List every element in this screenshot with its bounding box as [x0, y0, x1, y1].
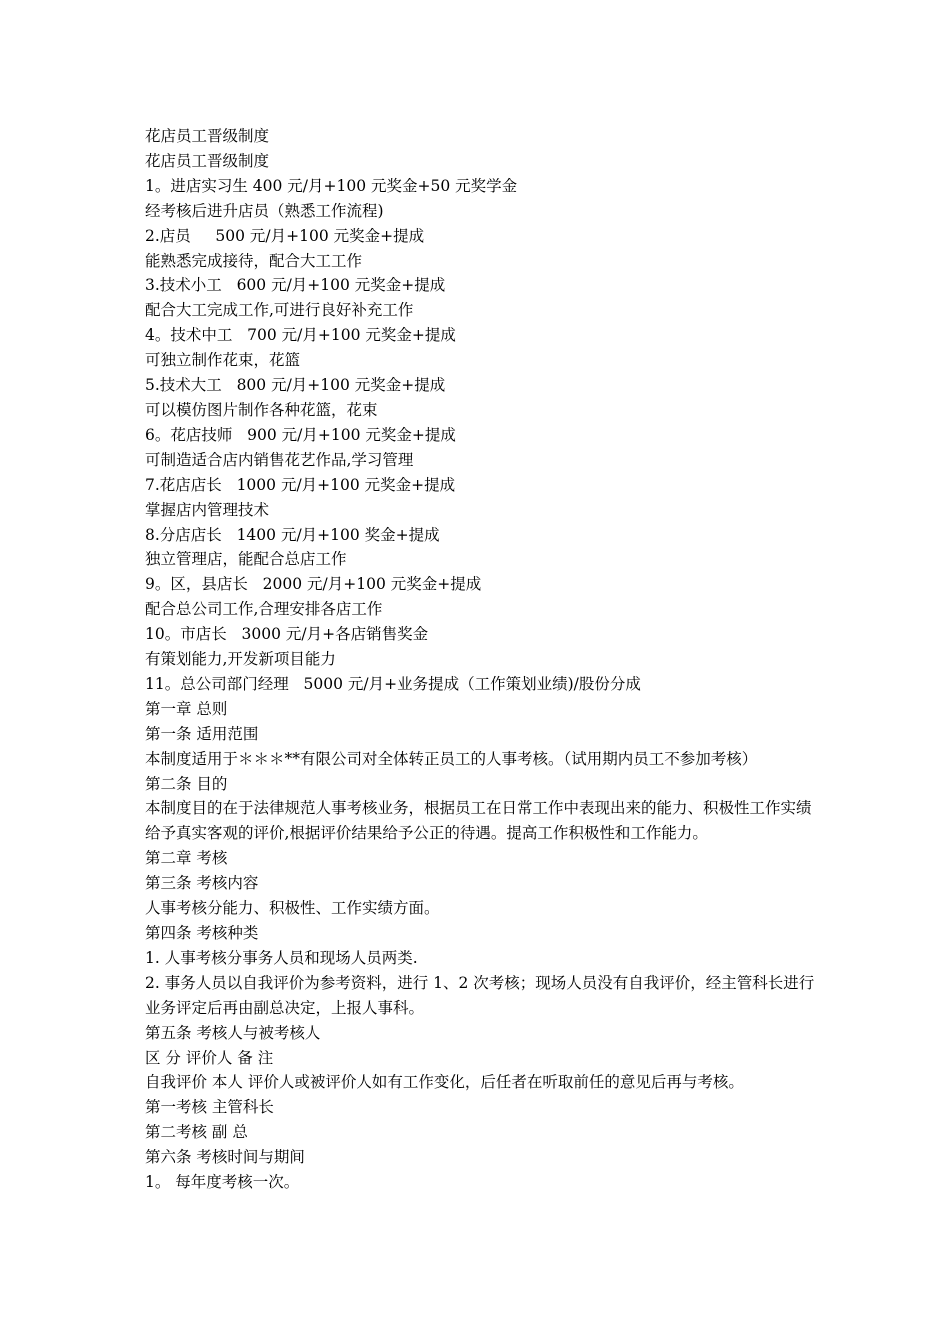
level-9-county-manager: 9。区，县店长 2000 元/月+100 元奖金+提成 — [145, 575, 482, 594]
evaluator-row-first: 第一考核 主管科长 — [145, 1098, 274, 1117]
chapter-2-heading: 第二章 考核 — [145, 849, 228, 868]
article-4-item-1: 1. 人事考核分事务人员和现场人员两类. — [145, 948, 418, 967]
article-3-body: 人事考核分能力、积极性、工作实绩方面。 — [145, 899, 440, 918]
document-title: 花店员工晋级制度 — [145, 127, 270, 145]
level-7-store-manager: 7.花店店长 1000 元/月+100 元奖金+提成 — [145, 475, 456, 494]
level-6-description: 可制造适合店内销售花艺作品,学习管理 — [145, 450, 414, 469]
chapter-1-heading: 第一章 总则 — [145, 699, 228, 718]
level-9-description: 配合总公司工作,合理安排各店工作 — [145, 600, 383, 619]
article-6-item-1: 1。 每年度考核一次。 — [145, 1173, 300, 1192]
evaluator-row-second: 第二考核 副 总 — [145, 1123, 248, 1142]
level-1-description: 经考核后进升店员（熟悉工作流程) — [145, 201, 384, 220]
level-1-intern: 1。进店实习生 400 元/月+100 元奖金+50 元奖学金 — [145, 176, 518, 195]
article-6-heading: 第六条 考核时间与期间 — [145, 1148, 305, 1167]
level-4-mid-tech: 4。技术中工 700 元/月+100 元奖金+提成 — [145, 326, 456, 345]
level-8-description: 独立管理店，能配合总店工作 — [145, 550, 347, 569]
level-10-description: 有策划能力,开发新项目能力 — [145, 650, 336, 669]
article-1-body: 本制度适用于＊＊＊**有限公司对全体转正员工的人事考核。（试用期内员工不参加考核） — [145, 749, 758, 768]
document-body — [145, 124, 815, 1195]
level-5-senior-tech: 5.技术大工 800 元/月+100 元奖金+提成 — [145, 376, 446, 395]
article-2-body: 本制度目的在于法律规范人事考核业务，根据员工在日常工作中表现出来的能力、积极性工作实绩给予真实客观的评价,根据评价结果给予公正的待遇。提高工作积极性和工作能力。 — [145, 799, 812, 843]
level-8-branch-manager: 8.分店店长 1400 元/月+100 奖金+提成 — [145, 525, 440, 544]
article-1-heading: 第一条 适用范围 — [145, 724, 259, 743]
level-4-description: 可独立制作花束，花篮 — [145, 351, 301, 370]
level-10-city-manager: 10。市店长 3000 元/月+各店销售奖金 — [145, 625, 429, 644]
article-5-heading: 第五条 考核人与被考核人 — [145, 1023, 321, 1042]
level-6-technician: 6。花店技师 900 元/月+100 元奖金+提成 — [145, 425, 456, 444]
article-4-heading: 第四条 考核种类 — [145, 924, 259, 942]
level-3-junior-tech: 3.技术小工 600 元/月+100 元奖金+提成 — [145, 276, 446, 295]
level-2-description: 能熟悉完成接待，配合大工工作 — [145, 251, 363, 270]
level-2-clerk: 2.店员 500 元/月+100 元奖金+提成 — [145, 226, 425, 245]
level-3-description: 配合大工完成工作,可进行良好补充工作 — [145, 301, 414, 320]
article-4-item-2: 2. 事务人员以自我评价为参考资料，进行 1、2 次考核；现场人员没有自我评价，经主管科长进行业务评定后再由副总决定，上报人事科。 — [145, 973, 815, 1017]
level-7-description: 掌握店内管理技术 — [145, 500, 270, 519]
evaluator-row-self: 自我评价 本人 评价人或被评价人如有工作变化，后任者在听取前任的意见后再与考核。 — [145, 1073, 744, 1092]
document-heading: 花店员工晋级制度 — [145, 151, 270, 170]
level-11-department-manager: 11。总公司部门经理 5000 元/月+业务提成（工作策划业绩)/股份分成 — [145, 674, 641, 693]
evaluator-table-header: 区 分 评价人 备 注 — [145, 1048, 274, 1067]
article-2-heading: 第二条 目的 — [145, 774, 228, 793]
level-5-description: 可以模仿图片制作各种花篮，花束 — [145, 400, 378, 419]
article-3-heading: 第三条 考核内容 — [145, 874, 259, 893]
